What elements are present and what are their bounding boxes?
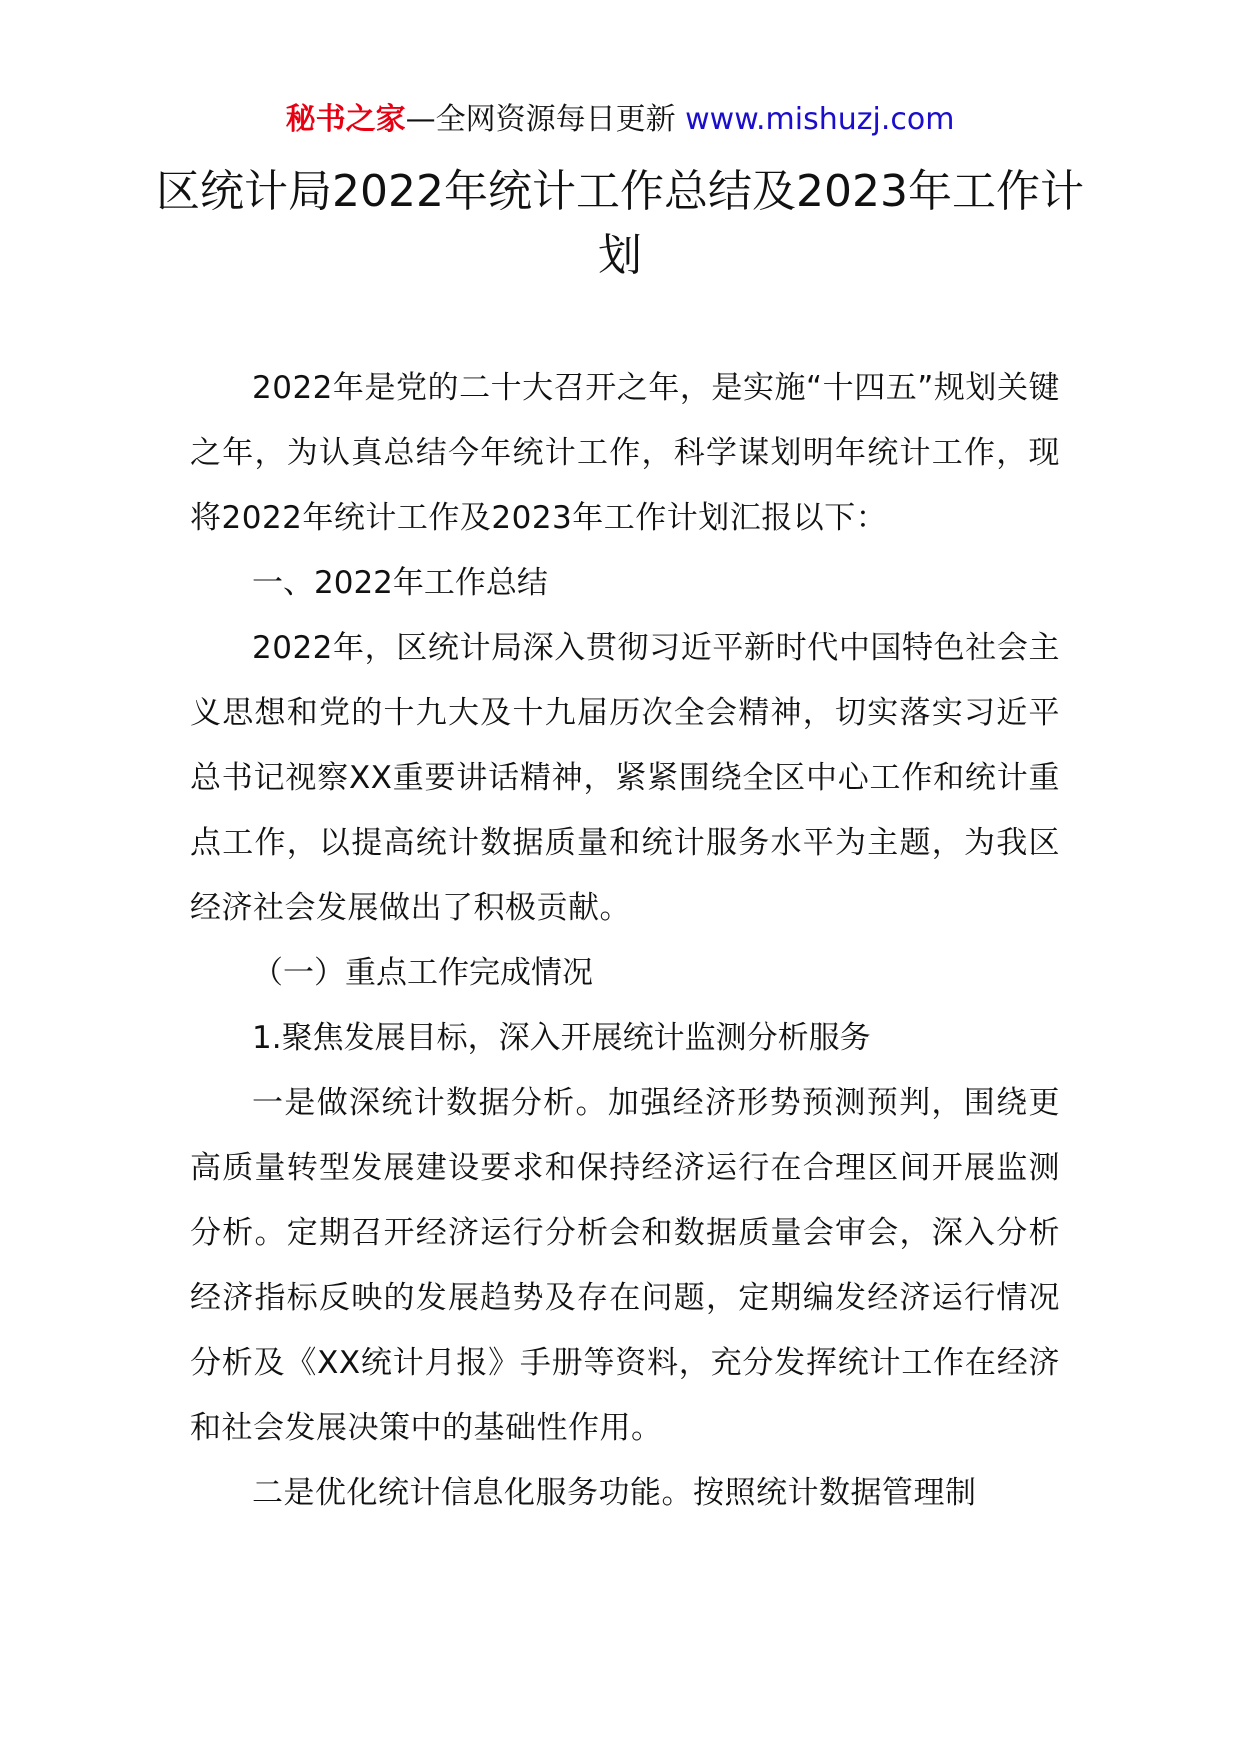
site-header bbox=[0, 100, 1240, 140]
document-title: 区统计局2022年统计工作总结及2023年工作计划 bbox=[156, 166, 1084, 281]
item-paragraph-1: 一是做深统计数据分析。加强经济形势预测预判，围绕更高质量转型发展建设要求和保持经济运行在合理区间开展监测分析。定期召开经济运行分析会和数据质量会审会，深入分析经济指标反映的发展趋势及存在问题，定期编发经济运行情况分析及《XX统计月报》手册等资料，充分发挥统计工作在经济和社会发展决策中的基础性作用。 bbox=[190, 1085, 1060, 1446]
site-tagline: —全网资源每日更新 bbox=[405, 102, 686, 137]
site-url[interactable]: www.mishuzj.com bbox=[685, 102, 955, 137]
item-paragraph-2: 二是优化统计信息化服务功能。按照统计数据管理制 bbox=[252, 1475, 977, 1511]
section-paragraph-1: 2022年，区统计局深入贯彻习近平新时代中国特色社会主义思想和党的十九大及十九届历次全会精神，切实落实习近平总书记视察XX重要讲话精神，紧紧围绕全区中心工作和统计重点工作，以提高统计数据质量和统计服务水平为主题，为我区经济社会发展做出了积极贡献。 bbox=[190, 630, 1060, 926]
site-brand: 秘书之家 bbox=[285, 102, 406, 137]
item-heading-1: 1.聚焦发展目标，深入开展统计监测分析服务 bbox=[252, 1020, 871, 1056]
section-heading-1: 一、2022年工作总结 bbox=[252, 565, 548, 601]
intro-paragraph: 2022年是党的二十大召开之年，是实施“十四五”规划关键之年，为认真总结今年统计工作，科学谋划明年统计工作，现将2022年统计工作及2023年工作计划汇报以下： bbox=[190, 370, 1060, 536]
document-body bbox=[190, 356, 1060, 1526]
subsection-heading-1: （一）重点工作完成情况 bbox=[252, 955, 593, 991]
